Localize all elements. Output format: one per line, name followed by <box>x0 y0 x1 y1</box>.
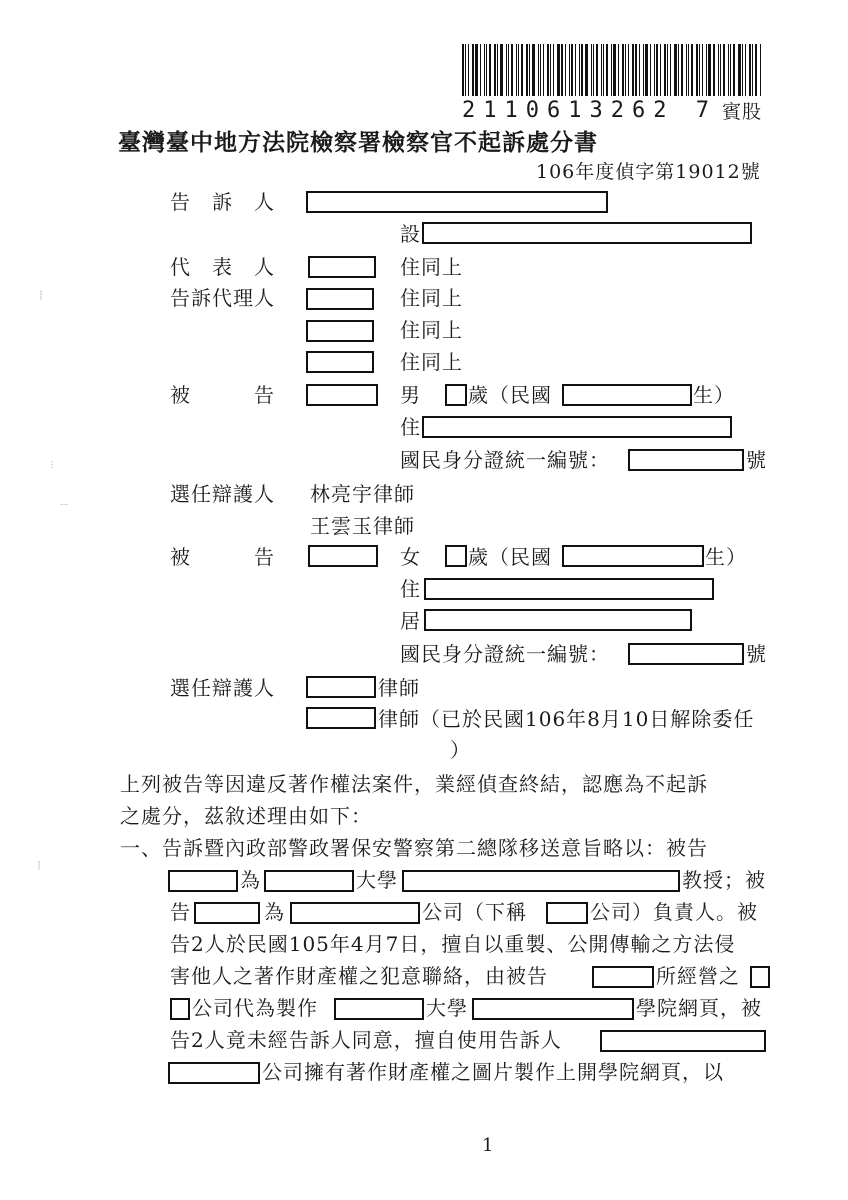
id-label-2: 國民身分證統一編號： <box>400 642 610 666</box>
barcode-bar <box>664 44 666 96</box>
redacted-p1-company-char-2 <box>170 998 190 1020</box>
p1-l7-a: 告2人竟未經告訴人同意，擅自使用告訴人 <box>170 1028 562 1052</box>
barcode-bar <box>529 44 530 96</box>
p1-l2-b: 大學 <box>356 868 398 892</box>
id-suffix-1: 號 <box>746 448 767 472</box>
barcode-bar <box>543 44 544 96</box>
redacted-p1-defendant-3 <box>592 966 654 988</box>
same-address-2: 住同上 <box>400 286 463 310</box>
p1-l3-c: 公司（下稱 <box>422 900 527 924</box>
barcode-bar <box>569 44 570 96</box>
redacted-defendant-2-address <box>424 578 714 600</box>
barcode-bar <box>755 44 757 96</box>
defense-label-2: 選任辯護人 <box>170 676 275 700</box>
barcode-bar <box>728 44 729 96</box>
barcode-bar <box>532 44 535 96</box>
page-number: 1 <box>482 1135 495 1156</box>
case-number: 106年度偵字第19012號 <box>536 161 761 183</box>
born-suffix-2: 生） <box>705 545 747 569</box>
barcode-bar <box>643 44 644 96</box>
barcode-bar <box>618 44 619 96</box>
barcode-bar <box>591 44 592 96</box>
redacted-p1-department <box>402 870 680 892</box>
barcode-bar <box>508 44 509 96</box>
barcode-bar <box>601 44 602 96</box>
barcode-bar <box>691 44 693 96</box>
barcode-bar <box>489 44 491 96</box>
barcode-bar <box>723 44 725 96</box>
redacted-defendant-2-dob <box>562 545 704 567</box>
redacted-defendant-2-dwelling <box>424 609 692 631</box>
barcode-bar <box>686 44 687 96</box>
redacted-defendant-1-name <box>306 384 378 406</box>
redacted-defendant-1-id <box>628 449 744 471</box>
barcode-bar <box>720 44 721 96</box>
barcode-bar <box>670 44 671 96</box>
redacted-agent-3 <box>306 351 374 373</box>
barcode-bar <box>472 44 474 96</box>
lawyer-dismissed: 律師（已於民國106年8月10日解除委任 <box>378 707 755 731</box>
p1-l8-a: 公司擁有著作財產權之圖片製作上開學院網頁，以 <box>262 1060 724 1084</box>
barcode-bar <box>579 44 580 96</box>
barcode-bar <box>699 44 700 96</box>
barcode-bar <box>733 44 735 96</box>
barcode-bar <box>575 44 576 96</box>
redacted-lawyer-4 <box>306 707 376 729</box>
redacted-complainant-address <box>422 222 752 244</box>
redacted-defendant-2-id <box>628 643 744 665</box>
barcode-bar <box>681 44 683 96</box>
barcode-bar <box>550 44 551 96</box>
intro-line-1: 上列被告等因違反著作權法案件，業經偵查終結，認應為不起訴 <box>120 772 708 796</box>
barcode-bar <box>585 44 588 96</box>
intro-line-2: 之處分，茲敘述理由如下： <box>120 804 372 828</box>
barcode-bar <box>738 44 741 96</box>
redacted-p1-university <box>264 870 354 892</box>
redacted-p1-company <box>290 902 420 924</box>
barcode-bar <box>538 44 539 96</box>
defense-lawyer-1: 林亮宇律師 <box>310 482 415 506</box>
barcode-bar <box>635 44 637 96</box>
p1-l5-a: 害他人之著作財產權之犯意聯絡，由被告 <box>170 964 548 988</box>
barcode-bar <box>625 44 626 96</box>
complainant-label: 告 訴 人 <box>170 190 275 214</box>
barcode-bar <box>660 44 661 96</box>
barcode-bar <box>632 44 634 96</box>
barcode-bar <box>571 44 573 96</box>
lawyer-suffix: 律師 <box>378 676 420 700</box>
agent-label: 告訴代理人 <box>170 286 275 310</box>
barcode-bar <box>745 44 746 96</box>
barcode-bar <box>654 44 655 96</box>
redacted-defendant-2-name <box>308 545 378 567</box>
barcode-bar <box>465 44 466 96</box>
barcode-bar <box>713 44 715 96</box>
margin-speck: ⸽ <box>40 291 43 300</box>
p1-l6-c: 學院網頁，被 <box>636 996 762 1020</box>
barcode-bar <box>516 44 517 96</box>
redacted-defendant-1-age <box>445 384 467 406</box>
barcode-bar <box>622 44 624 96</box>
barcode-bar <box>540 44 541 96</box>
barcode-number: 2110613262 7 <box>462 98 717 123</box>
paragraph-1-line-1: 一、告訴暨內政部警政署保安警察第二總隊移送意旨略以：被告 <box>120 836 708 860</box>
age-unit-1: 歲（民國 <box>468 383 552 407</box>
id-label-1: 國民身分證統一編號： <box>400 448 610 472</box>
p1-line-4: 告2人於民國105年4月7日，擅自以重製、公開傳輸之方法侵 <box>170 932 736 956</box>
margin-speck: ⸽ <box>38 861 41 870</box>
defense-lawyer-2: 王雲玉律師 <box>310 514 415 538</box>
barcode-bar <box>511 44 513 96</box>
barcode-bar <box>611 44 612 96</box>
same-address-4: 住同上 <box>400 350 463 374</box>
barcode-bar <box>565 44 566 96</box>
barcode-bar <box>674 44 677 96</box>
barcode-bar <box>506 44 507 96</box>
p1-l2-a: 為 <box>240 868 261 892</box>
age-unit-2: 歲（民國 <box>468 545 552 569</box>
id-suffix-2: 號 <box>746 642 767 666</box>
barcode-bar <box>645 44 648 96</box>
p1-l3-d: 公司）負責人。被 <box>590 900 758 924</box>
barcode-bar <box>553 44 554 96</box>
redacted-agent-1 <box>306 288 374 310</box>
defendant-label-2: 被 告 <box>170 545 275 569</box>
defense-label-1: 選任辯護人 <box>170 482 275 506</box>
redacted-p1-college <box>472 998 634 1020</box>
p1-l2-c: 教授；被 <box>682 868 766 892</box>
barcode-bar <box>678 44 679 96</box>
barcode-bar <box>606 44 608 96</box>
barcode-bar <box>526 44 528 96</box>
barcode-bar <box>752 44 753 96</box>
p1-l5-b: 所經營之 <box>656 964 740 988</box>
barcode-bar <box>475 44 478 96</box>
barcode-bar <box>749 44 751 96</box>
defendant-1-sex: 男 <box>400 383 421 407</box>
defendant-label-1: 被 告 <box>170 383 275 407</box>
barcode-bar <box>688 44 689 96</box>
redacted-p1-defendant-2 <box>194 902 260 924</box>
barcode-bar <box>547 44 549 96</box>
barcode-bar <box>742 44 743 96</box>
margin-speck: ⋮ <box>48 460 56 469</box>
same-address-3: 住同上 <box>400 318 463 342</box>
redacted-complainant-name <box>306 191 608 213</box>
barcode-bar <box>639 44 640 96</box>
barcode-bar <box>596 44 598 96</box>
p1-l3-b: 為 <box>264 900 285 924</box>
barcode-bar <box>650 44 651 96</box>
representative-label: 代 表 人 <box>170 255 275 279</box>
barcode-bar <box>480 44 481 96</box>
redacted-p1-complainant <box>600 1030 766 1052</box>
barcode-bar <box>500 44 503 96</box>
dwelling-prefix-2: 居 <box>400 609 421 633</box>
barcode-bar <box>718 44 719 96</box>
redacted-lawyer-3 <box>306 676 376 698</box>
residence-prefix-1: 住 <box>400 415 421 439</box>
barcode-bar <box>603 44 604 96</box>
redacted-p1-complainant-2 <box>168 1062 260 1084</box>
address-prefix: 設 <box>400 222 421 246</box>
redacted-representative <box>308 256 376 278</box>
barcode-bar <box>667 44 668 96</box>
defendant-2-sex: 女 <box>400 545 421 569</box>
margin-speck: ⋯ <box>60 500 68 509</box>
redacted-agent-2 <box>306 320 374 342</box>
barcode-bar <box>708 44 711 96</box>
barcode-suffix: 賓股 <box>722 101 763 123</box>
redacted-p1-defendant <box>168 870 238 892</box>
barcode-bar <box>581 44 583 96</box>
p1-l6-a: 公司代為製作 <box>192 996 318 1020</box>
redacted-defendant-1-address <box>422 416 732 438</box>
redacted-defendant-2-age <box>445 545 467 567</box>
barcode-bar <box>656 44 658 96</box>
p1-l6-b: 大學 <box>426 996 468 1020</box>
p1-l3-a: 告 <box>170 900 191 924</box>
barcode-bar <box>557 44 560 96</box>
barcode-bar <box>462 44 464 96</box>
barcode-bar <box>494 44 496 96</box>
barcode-bar <box>730 44 731 96</box>
born-suffix-1: 生） <box>693 383 735 407</box>
redacted-p1-company-char <box>750 966 770 988</box>
barcode-bar <box>497 44 498 96</box>
barcode-bar <box>696 44 698 96</box>
barcode-bar <box>628 44 629 96</box>
redacted-p1-company-short <box>546 902 588 924</box>
barcode-bar <box>468 44 469 96</box>
redacted-p1-university-2 <box>334 998 424 1020</box>
barcode-bar <box>613 44 616 96</box>
barcode-bar <box>521 44 523 96</box>
barcode-bar <box>702 44 703 96</box>
barcode-bar <box>518 44 519 96</box>
barcode-bar <box>706 44 707 96</box>
redacted-defendant-1-dob <box>562 384 692 406</box>
barcode-bar <box>760 44 761 96</box>
barcode-bar <box>561 44 563 96</box>
close-paren: ） <box>450 738 471 762</box>
residence-prefix-2: 住 <box>400 577 421 601</box>
document-title: 臺灣臺中地方法院檢察署檢察官不起訴處分書 <box>118 129 598 156</box>
barcode-bar <box>484 44 485 96</box>
barcode <box>462 44 770 96</box>
same-address-1: 住同上 <box>400 255 463 279</box>
barcode-bar <box>593 44 594 96</box>
barcode-bar <box>486 44 487 96</box>
